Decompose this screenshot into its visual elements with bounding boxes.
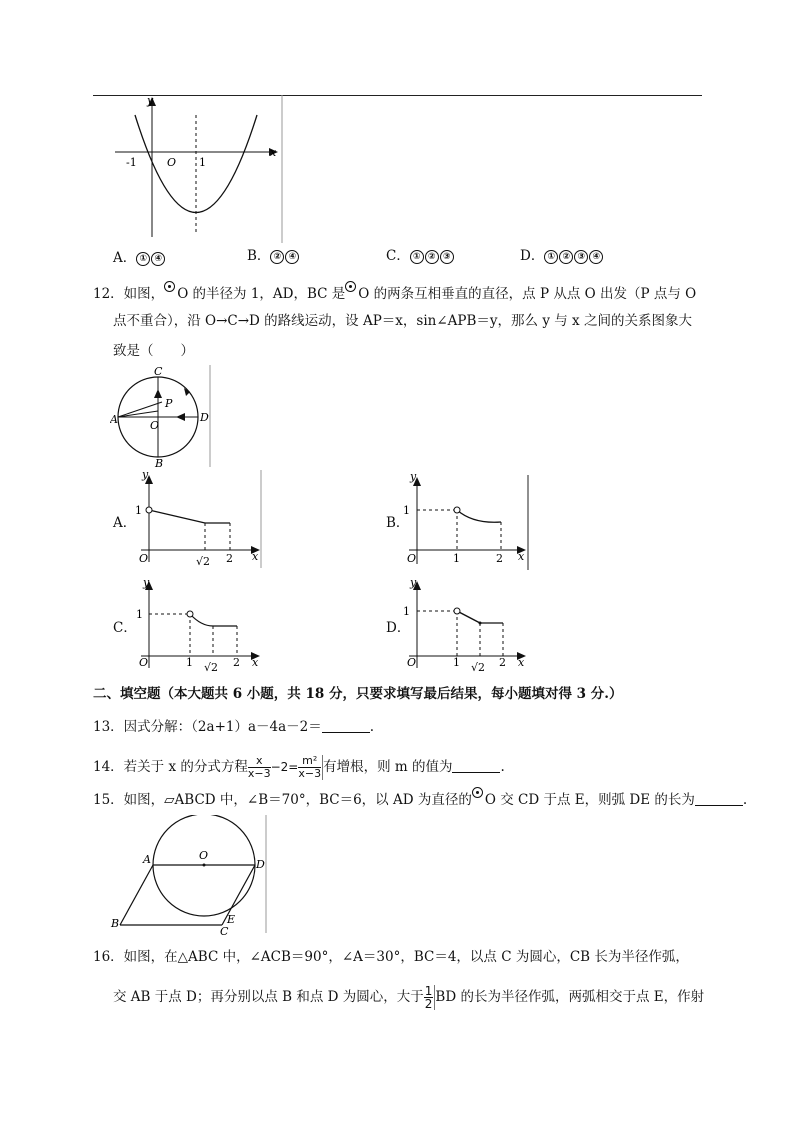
svg-text:A: A <box>110 413 118 426</box>
q14-answer-blank[interactable] <box>452 758 500 773</box>
q12-line1: 12．如图， O 的半径为 1，AD，BC 是 O 的两条互相垂直的直径，点 P 从点 O 出发（P 点与 O <box>93 281 696 304</box>
q11-minus1-label: -1 <box>126 156 137 169</box>
q14-fraction-1: $\frac{x}{x-3}$ <box>247 754 271 780</box>
q11-option-c[interactable]: C． ① ② ③ <box>386 246 455 266</box>
q16-half-fraction: $\frac{1}{2}$ <box>424 985 436 1010</box>
svg-text:x: x <box>252 550 259 563</box>
svg-text:1: 1 <box>403 605 410 618</box>
q15-figure <box>110 815 270 935</box>
q12-line3: 致是（ ） <box>113 343 194 359</box>
svg-text:O: O <box>407 656 417 669</box>
svg-text:O: O <box>139 656 149 669</box>
svg-text:1: 1 <box>136 608 143 621</box>
q13-line: 13．因式分解：（2a+1）a－4a－2＝ . <box>93 719 375 735</box>
q11-x-label: x <box>270 146 277 159</box>
svg-text:O: O <box>139 552 149 565</box>
circle-o-symbol <box>472 787 483 798</box>
svg-text:y: y <box>143 576 150 589</box>
svg-text:B: B <box>111 917 120 930</box>
svg-text:2: 2 <box>496 552 503 565</box>
q11-y-label: y <box>147 95 154 107</box>
svg-text:√2: √2 <box>196 555 211 568</box>
circle-o-symbol <box>164 281 175 292</box>
q16-line2: 交 AB 于点 D；再分别以点 B 和点 D 为圆心，大于 $\frac{1}{2}$ BD 的长为半径作弧，两弧相交于点 E，作射 <box>113 984 705 1011</box>
q11-origin-label: O <box>167 156 177 169</box>
svg-text:A: A <box>143 853 151 866</box>
q12-option-c[interactable]: C． <box>113 620 137 636</box>
svg-text:y: y <box>410 472 417 483</box>
q12-graph-c <box>135 576 265 674</box>
q12-graph-b <box>403 472 533 570</box>
svg-text:√2: √2 <box>471 661 486 674</box>
svg-text:D: D <box>256 858 265 871</box>
q16-line1: 16．如图，在△ABC 中，∠ACB＝90°，∠A＝30°，BC＝4，以点 C 为圆心，CB 长为半径作弧， <box>93 949 689 965</box>
svg-text:1: 1 <box>453 552 460 565</box>
svg-text:D: D <box>200 411 209 424</box>
q12-graph-a <box>135 470 265 570</box>
svg-text:√2: √2 <box>204 661 219 674</box>
q14-line: 14．若关于 x 的分式方程 $\frac{x}{x-3}$ −2= $\frac{\text{m²}}{x-3}$ 有增根，则 m 的值为 . <box>93 754 505 780</box>
q11-option-d[interactable]: D． ① ② ③ ④ <box>520 246 604 266</box>
q11-one-label: 1 <box>199 156 206 169</box>
circle-o-symbol <box>345 281 356 292</box>
q12-graph-d <box>403 576 533 674</box>
svg-text:B: B <box>155 457 164 470</box>
q12-circle-figure <box>110 365 215 470</box>
q11-option-a[interactable]: A． ① ④ <box>113 248 166 268</box>
svg-text:2: 2 <box>233 656 240 669</box>
svg-text:O: O <box>407 552 417 565</box>
q12-option-b[interactable]: B． <box>386 515 410 531</box>
svg-text:P: P <box>165 397 173 410</box>
svg-text:y: y <box>142 470 149 481</box>
svg-text:C: C <box>154 365 163 378</box>
svg-text:2: 2 <box>499 656 506 669</box>
svg-text:1: 1 <box>453 656 460 669</box>
svg-text:1: 1 <box>135 504 142 517</box>
svg-text:2: 2 <box>226 552 233 565</box>
svg-text:y: y <box>410 576 417 589</box>
q12-line2: 点不重合），沿 O→C→D 的路线运动，设 AP＝x，sin∠APB＝y，那么 y 与 x 之间的关系图象大 <box>113 313 692 329</box>
q11-parabola-graph <box>110 95 290 243</box>
svg-text:O: O <box>199 849 209 862</box>
svg-text:x: x <box>518 656 525 669</box>
q12-option-d[interactable]: D． <box>386 620 411 636</box>
svg-text:C: C <box>220 925 229 935</box>
section-heading: 二、填空题（本大题共 6 小题，共 18 分，只要求填写最后结果，每小题填对得 3 分.） <box>93 686 623 702</box>
svg-text:x: x <box>252 656 259 669</box>
q15-answer-blank[interactable] <box>695 791 743 806</box>
svg-text:O: O <box>150 419 160 432</box>
q14-fraction-2: $\frac{\text{m²}}{x-3}$ <box>298 754 322 780</box>
svg-text:1: 1 <box>186 656 193 669</box>
q13-answer-blank[interactable] <box>322 718 370 733</box>
q11-option-b[interactable]: B． ② ④ <box>247 246 300 266</box>
svg-text:1: 1 <box>403 504 410 517</box>
svg-text:x: x <box>518 550 525 563</box>
q15-line: 15．如图，▱ABCD 中，∠B＝70°，BC＝6，以 AD 为直径的 O 交 CD 于点 E，则弧 DE 的长为 . <box>93 787 747 810</box>
svg-text:E: E <box>227 913 236 926</box>
q12-option-a[interactable]: A． <box>113 515 137 531</box>
